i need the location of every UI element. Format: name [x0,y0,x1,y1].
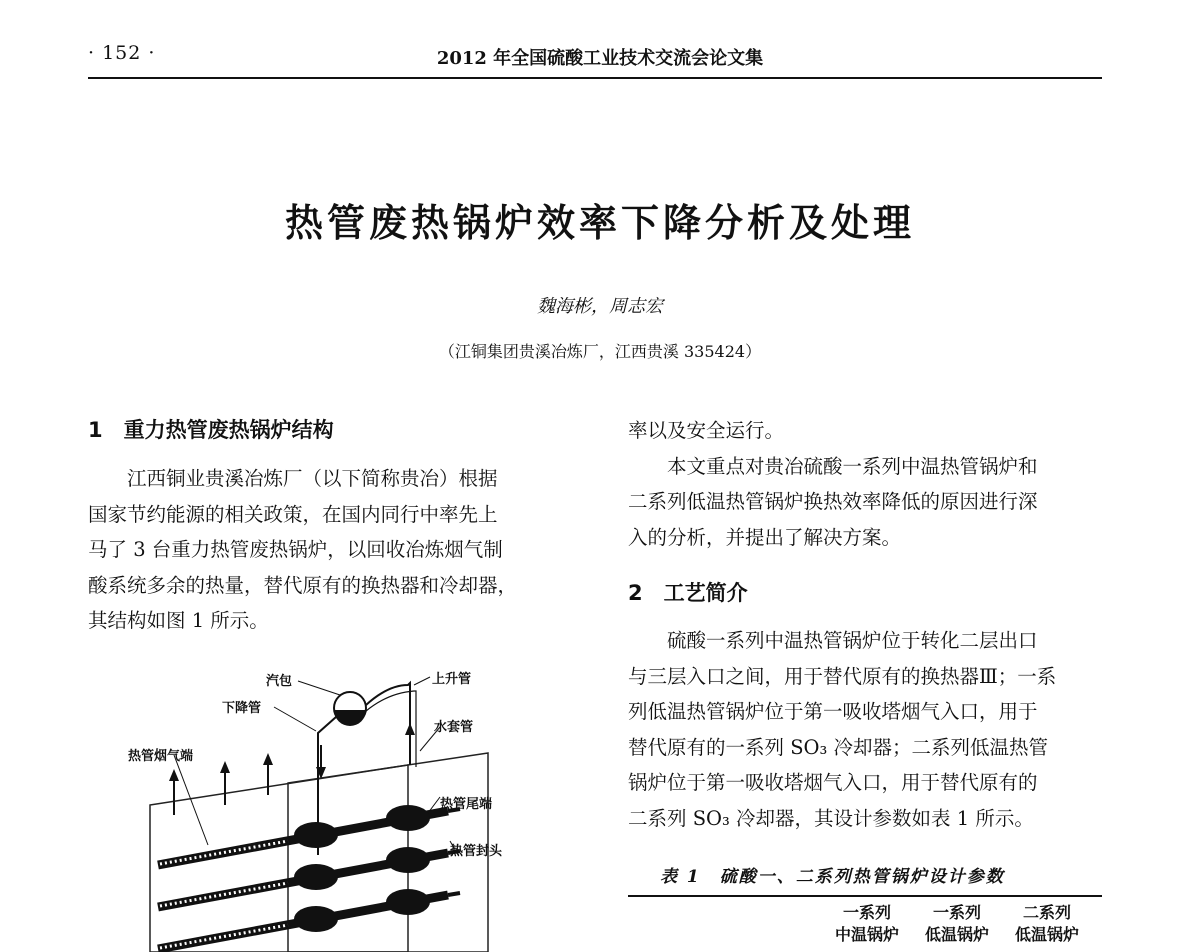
table1-caption: 表 1 硫酸一、二系列热管锅炉设计参数 [660,867,1005,887]
label-drum: 汽包 [266,674,293,689]
text-line: 江西铜业贵溪冶炼厂（以下简称贵冶）根据 [127,467,498,490]
text-line: 二系列 SO₃ 冷却器，其设计参数如表 1 所示。 [628,806,1034,830]
text-line: 替代原有的一系列 SO₃ 冷却器；二系列低温热管 [628,735,1049,759]
label-water-jacket: 水套管 [434,720,474,735]
leader-drum [298,681,340,695]
label-end-cap: 热管封头 [450,844,503,859]
section1-heading: 1 重力热管废热锅炉结构 [88,418,334,442]
right-paragraph-b [628,623,1102,836]
text-line: 二系列低温热管锅炉换热效率降低的原因进行深 [628,490,1038,513]
heat-pipe-boiler-figure [88,655,588,952]
text-line: 率以及安全运行。 [628,419,785,442]
col-header-line1: 一系列 [932,903,981,922]
leader-downcomer [274,707,316,731]
section2-heading: 2 工艺简介 [628,581,748,605]
left-paragraph [88,461,558,639]
label-flue-end: 热管烟气端 [128,749,194,764]
text-line: 国家节约能源的相关政策，在国内同行中率先上 [88,502,498,526]
table1-col-header [912,902,1002,946]
col-header-line2: 中温锅炉 [834,925,899,944]
paper-title: 热管废热锅炉效率下降分析及处理 [284,201,915,245]
col-header-line2: 低温锅炉 [924,925,989,944]
text-line: 本文重点对贵冶硫酸一系列中温热管锅炉和 [667,454,1038,478]
page-number: · 152 · [88,42,156,64]
table1-top-rule [628,895,1102,897]
table1-col-header [1002,902,1092,946]
table1-col-header [822,902,912,946]
flue-arrow-2-head [220,761,230,773]
col-header-line1: 二系列 [1022,903,1071,922]
authors: 魏海彬，周志宏 [537,296,663,317]
text-line: 马了 3 台重力热管废热锅炉，以回收冶炼烟气制 [88,538,503,561]
drum-water [334,710,366,726]
col-header-line2: 低温锅炉 [1014,925,1079,944]
text-line: 酸系统多余的热量，替代原有的换热器和冷却器， [88,573,518,597]
right-paragraph-a [628,413,1102,555]
label-tail-end: 热管尾端 [440,797,493,812]
text-line: 锅炉位于第一吸收塔烟气入口，用于替代原有的 [628,771,1038,794]
text-line: 其结构如图 1 所示。 [88,609,269,632]
flue-arrow-3-head [263,753,273,765]
label-downcomer: 下降管 [222,701,262,716]
header-rule [88,77,1102,79]
label-riser: 上升管 [432,672,472,687]
table1-header [822,902,1092,946]
text-line: 硫酸一系列中温热管锅炉位于转化二层出口 [667,629,1038,652]
text-line: 列低温热管锅炉位于第一吸收塔烟气入口，用于 [628,700,1038,723]
text-line: 与三层入口之间，用于替代原有的换热器Ⅲ；一系 [628,664,1057,688]
leader-riser [414,677,430,685]
up-arrow-head [405,723,415,735]
affiliation: （江铜集团贵溪冶炼厂，江西贵溪 335424） [438,342,762,361]
running-title: 2012 年全国硫酸工业技术交流会论文集 [436,48,764,69]
riser-pipe [366,683,410,765]
flue-arrow-1-head [169,769,179,781]
text-line: 入的分析，并提出了解决方案。 [628,525,902,549]
col-header-line1: 一系列 [842,903,891,922]
